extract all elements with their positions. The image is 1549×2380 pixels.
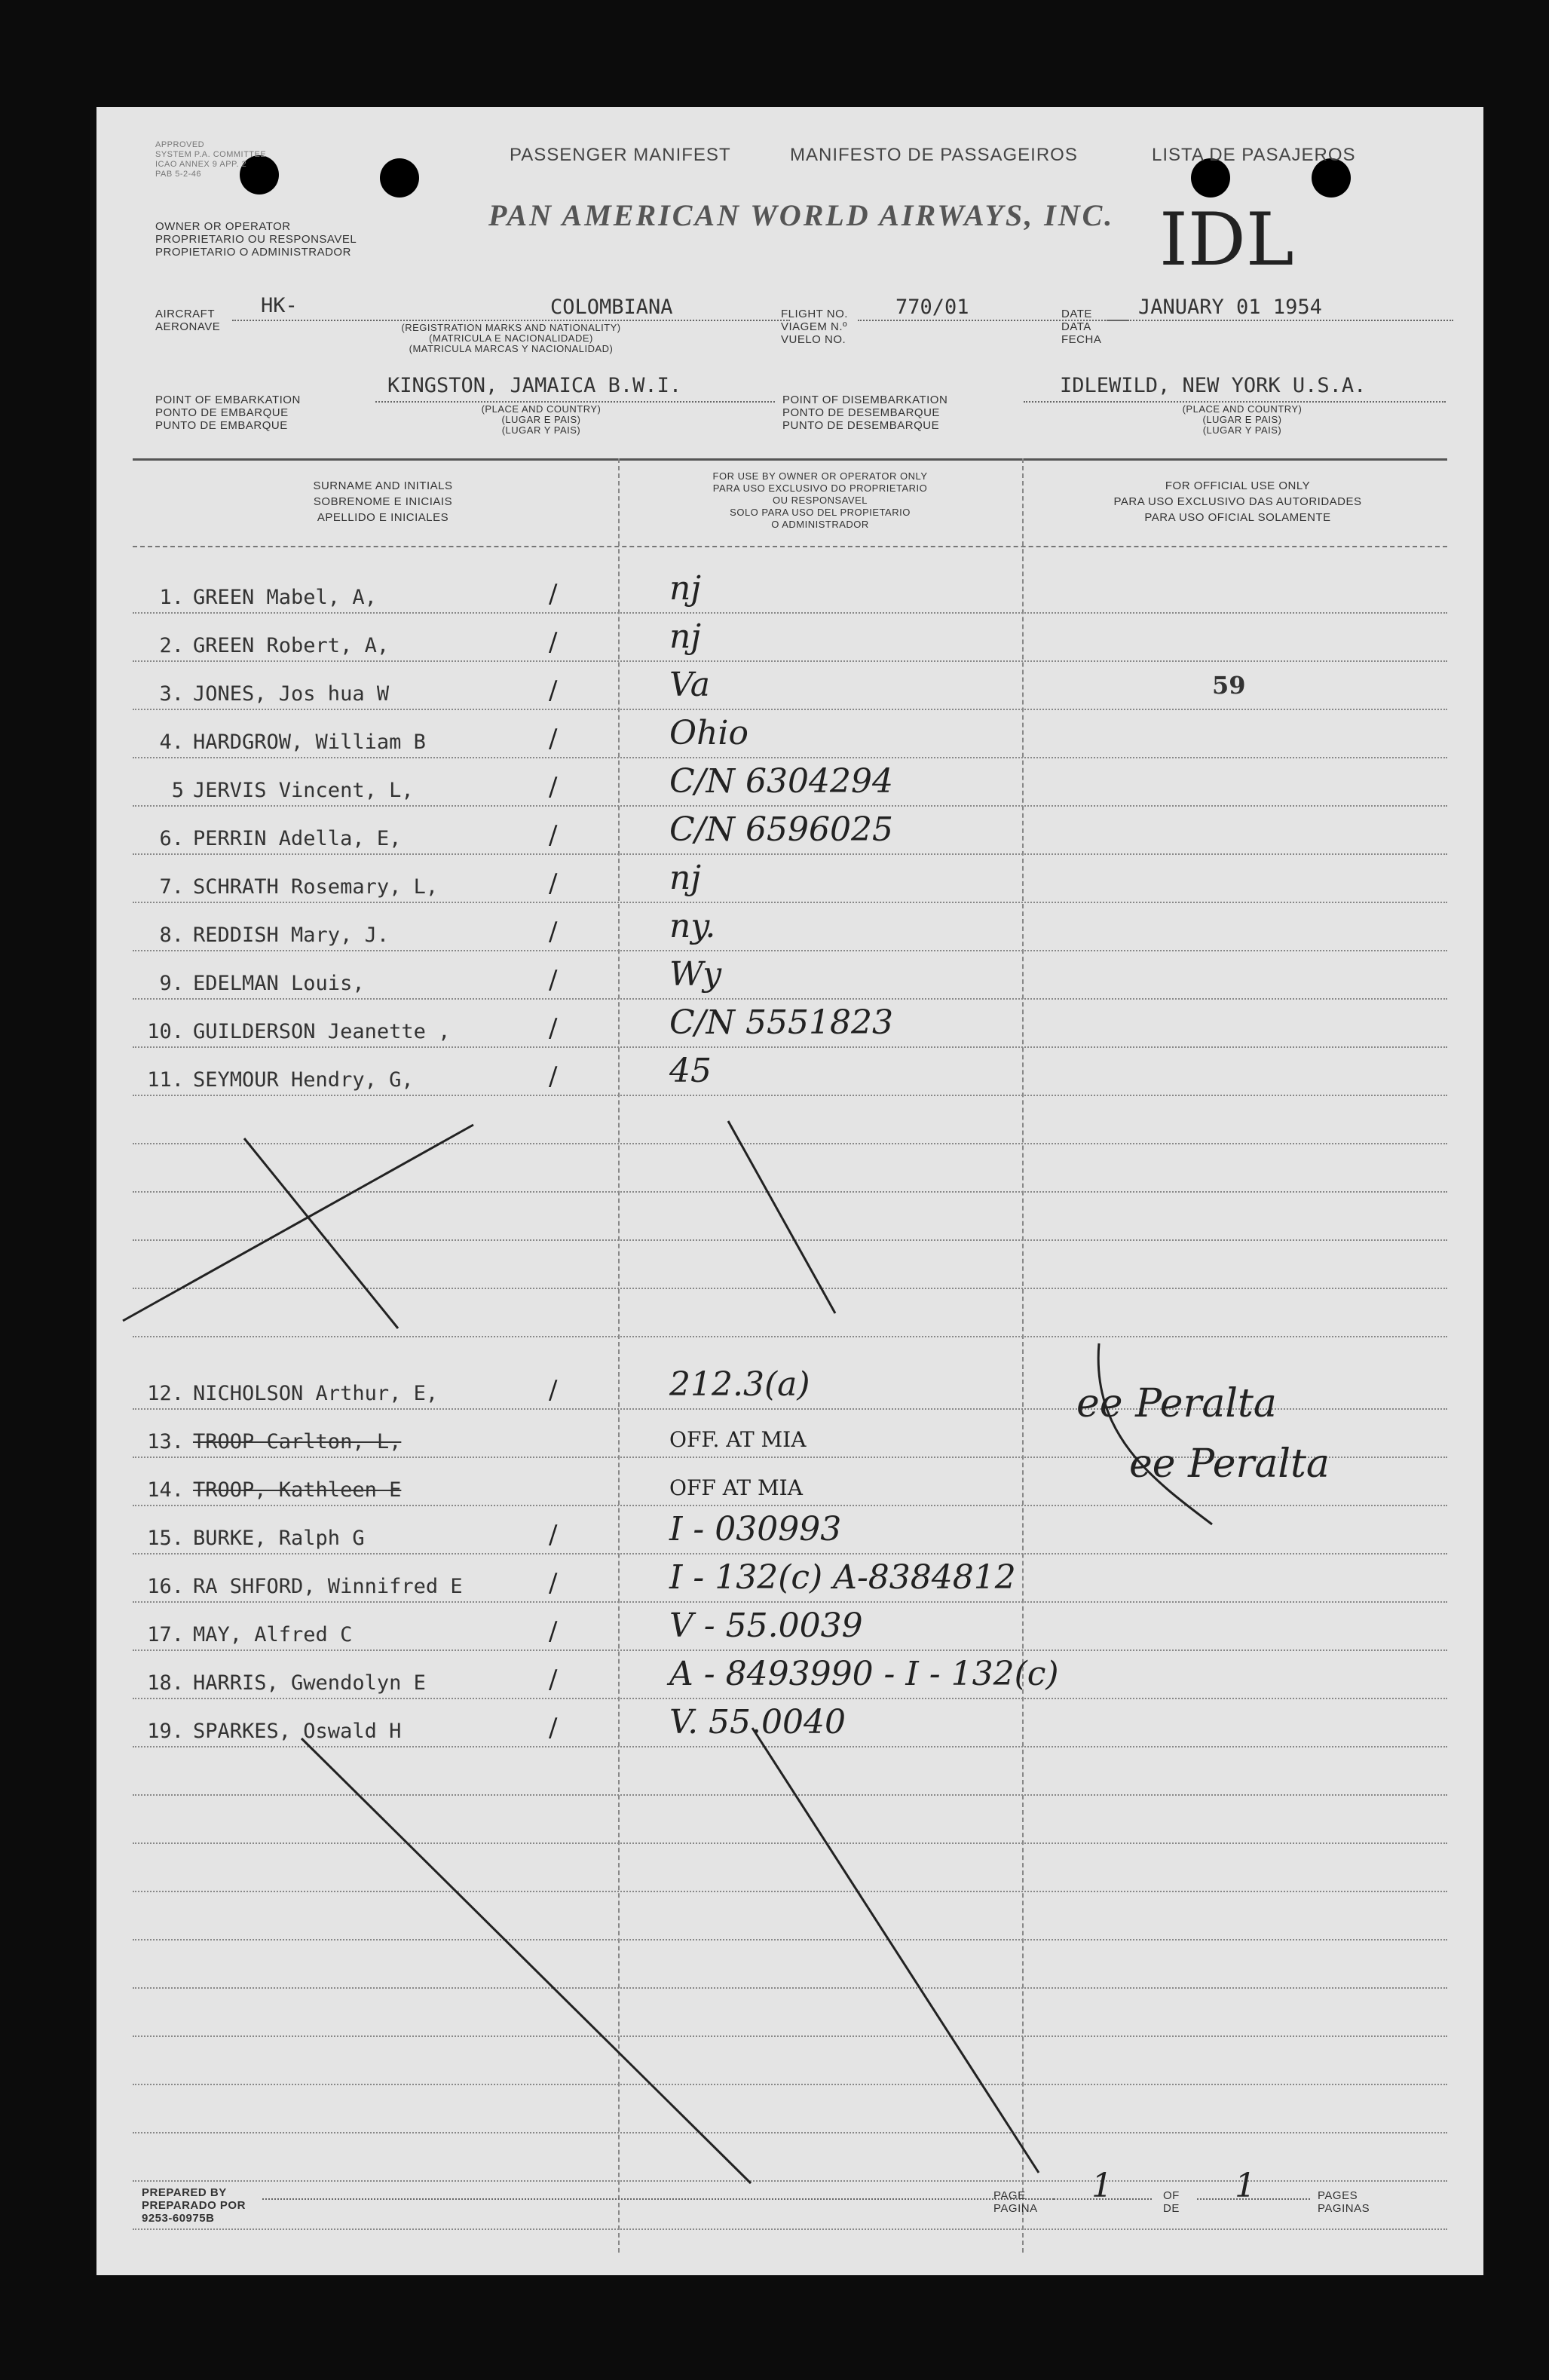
idl-stamp: IDL — [1159, 198, 1294, 282]
table-row: 13. TROOP Carlton, L, OFF. AT MIA — [96, 1410, 1483, 1458]
date-label: DATE DATA FECHA — [1061, 308, 1102, 346]
column-header-official: FOR OFFICIAL USE ONLY PARA USO EXCLUSIVO DAS AUTORIDADES PARA USO OFICIAL SOLAMENTE — [1113, 479, 1362, 524]
page-value: 1 — [1091, 2167, 1113, 2205]
table-row: 19. SPARKES, Oswald H / V. 55.0040 — [96, 1699, 1483, 1747]
flight-value: 770/01 — [895, 296, 969, 319]
table-row: 3. JONES, Jos hua W / Va 59 — [96, 662, 1483, 710]
prepared-label: PREPARED BY PREPARADO POR 9253-60975B — [142, 2186, 246, 2225]
registration-caption: (REGISTRATION MARKS AND NATIONALITY) (MATRICULA E NACIONALIDADE) (MATRICULA MARCAS Y NACIONALIDAD) — [401, 322, 621, 354]
aircraft-value: HK- — [261, 294, 298, 317]
flight-label: FLIGHT NO. VIAGEM N.º VUELO NO. — [781, 308, 848, 346]
table-row: 7. SCHRATH Rosemary, L, / nj — [96, 855, 1483, 903]
embark-place-caption: (PLACE AND COUNTRY) (LUGAR E PAIS) (LUGAR Y PAIS) — [481, 403, 602, 436]
table-row: 1. GREEN Mabel, A, / nj — [96, 565, 1483, 614]
of-label: OF DE — [1163, 2189, 1180, 2215]
approval-block: APPROVED SYSTEM P.A. COMMITTEE ICAO ANNEX 9 APP. 2 PAB 5-2-46 — [155, 140, 267, 179]
table-row: 18. HARRIS, Gwendolyn E / A - 8493990 - I - 132(c) — [96, 1651, 1483, 1699]
manifest-page — [96, 107, 1483, 2275]
cancel-marks — [96, 107, 1483, 2275]
table-row: 12. NICHOLSON Arthur, E, / 212.3(a) — [96, 1362, 1483, 1410]
column-header-surname: SURNAME AND INITIALS SOBRENOME E INICIAIS APELLIDO E INICIALES — [313, 479, 453, 524]
aircraft-label: AIRCRAFT AERONAVE — [155, 308, 221, 333]
embark-label: POINT OF EMBARKATION PONTO DE EMBARQUE PUNTO DE EMBARQUE — [155, 394, 301, 432]
table-row: 10. GUILDERSON Jeanette , / C/N 5551823 — [96, 1000, 1483, 1048]
table-row: 2. GREEN Robert, A, / nj — [96, 614, 1483, 662]
table-row: 8. REDDISH Mary, J. / ny. — [96, 903, 1483, 951]
title-english: PASSENGER MANIFEST — [510, 145, 731, 165]
embark-value: KINGSTON, JAMAICA B.W.I. — [387, 374, 682, 397]
date-value: JANUARY 01 1954 — [1138, 296, 1322, 319]
official-signature: ee Peralta — [1129, 1441, 1330, 1487]
disembark-place-caption: (PLACE AND COUNTRY) (LUGAR E PAIS) (LUGAR Y PAIS) — [1182, 403, 1303, 436]
table-row: 11. SEYMOUR Hendry, G, / 45 — [96, 1048, 1483, 1096]
nationality-value: COLOMBIANA — [550, 296, 673, 319]
title-portuguese: MANIFESTO DE PASSAGEIROS — [790, 145, 1078, 165]
page-label: PAGE PAGINA — [993, 2189, 1038, 2215]
of-value: 1 — [1235, 2167, 1256, 2205]
table-row: 9. EDELMAN Louis, / Wy — [96, 951, 1483, 1000]
disembark-label: POINT OF DISEMBARKATION PONTO DE DESEMBARQUE PUNTO DE DESEMBARQUE — [782, 394, 948, 432]
table-row: 16. RA SHFORD, Winnifred E / I - 132(c) A-8384812 — [96, 1555, 1483, 1603]
table-row: 4. HARDGROW, William B / Ohio — [96, 710, 1483, 758]
table-row: 5 JERVIS Vincent, L, / C/N 6304294 — [96, 758, 1483, 807]
pages-label: PAGES PAGINAS — [1318, 2189, 1370, 2215]
title-spanish: LISTA DE PASAJEROS — [1152, 145, 1356, 165]
operator-label: OWNER OR OPERATOR PROPRIETARIO OU RESPONSAVEL PROPIETARIO O ADMINISTRADOR — [155, 220, 357, 259]
column-header-owner: FOR USE BY OWNER OR OPERATOR ONLY PARA USO EXCLUSIVO DO PROPRIETARIO OU RESPONSAVEL SOLO PARA USO DEL PROPIETARIO O ADMINISTRADOR — [712, 470, 928, 530]
table-row: 6. PERRIN Adella, E, / C/N 6596025 — [96, 807, 1483, 855]
table-row: 14. TROOP, Kathleen E OFF AT MIA — [96, 1458, 1483, 1506]
table-row: 15. BURKE, Ralph G / I - 030993 — [96, 1506, 1483, 1555]
disembark-value: IDLEWILD, NEW YORK U.S.A. — [1060, 374, 1367, 397]
airline-name: PAN AMERICAN WORLD AIRWAYS, INC. — [488, 198, 1115, 232]
table-row: 17. MAY, Alfred C / V - 55.0039 — [96, 1603, 1483, 1651]
official-signature: ee Peralta — [1076, 1381, 1277, 1426]
